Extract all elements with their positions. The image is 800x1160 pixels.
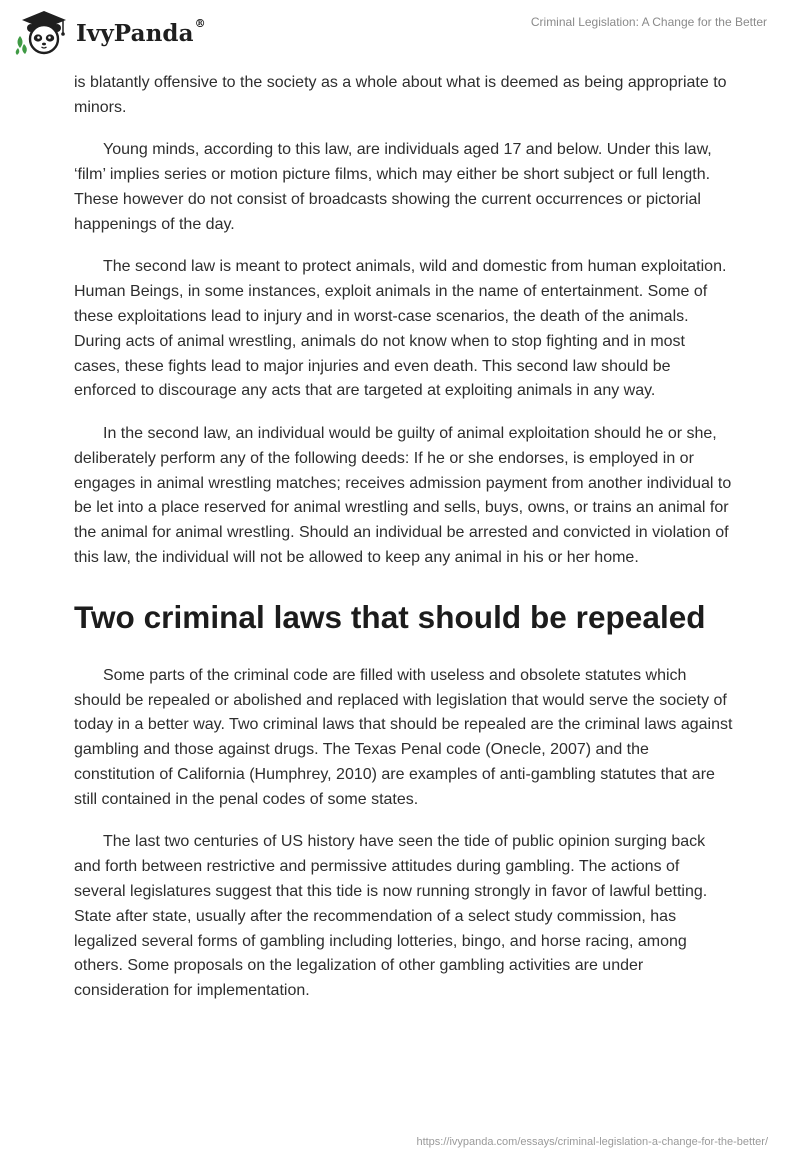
- paragraph: The second law is meant to protect animals, wild and domestic from human exploitation. Human Beings, in some instances, exploit animals in the name of entertainment. Some of these exploitations lead to injury and in worst-case scenarios, the death of the animals. During acts of animal wrestling, animals do not know when to stop fighting and in most cases, these fights lead to major injuries and even death. This second law should be enforced to discourage any acts that are targeted at exploiting animals in any way.: [74, 258, 727, 400]
- paragraph: In the second law, an individual would be guilty of animal exploitation should he or she, deliberately perform any of the following deeds: If he or she endorses, is employed in or engages in animal wrestling matches; receives admission payment from another individual to be let into a place reserved for animal wrestling and sells, buys, owns, or trains an animal for the animal for animal wrestling. Should an individual be arrested and convicted in violation of this law, the individual will not be allowed to keep any animal in his or her home.: [74, 424, 732, 566]
- registered-mark: ®: [194, 16, 206, 30]
- paragraph: Young minds, according to this law, are individuals aged 17 and below. Under this law, ‘film’ implies series or motion picture films, which may either be short subject or full length. These however do not consist of broadcasts showing the current occurrences or pictorial happenings of the day.: [74, 141, 712, 233]
- brand-name: IvyPanda®: [76, 16, 206, 47]
- source-url[interactable]: https://ivypanda.com/essays/criminal-legislation-a-change-for-the-better/: [416, 1136, 768, 1148]
- document-title: Criminal Legislation: A Change for the Better: [530, 15, 767, 29]
- essay-body: [74, 71, 734, 1022]
- section-heading: Two criminal laws that should be repealed: [74, 598, 706, 635]
- paragraph: The last two centuries of US history have seen the tide of public opinion surging back and forth between restrictive and permissive attitudes during gambling. The actions of several legislatures suggest that this tide is now running strongly in favor of lawful betting. State after state, usually after the recommendation of a select study commission, has legalized several forms of gambling including lotteries, bingo, and horse racing, among others. Some proposals on the legalization of other gambling activities are under consideration for implementation.: [74, 833, 708, 1000]
- page-header: [0, 0, 800, 70]
- paragraph: Some parts of the criminal code are filled with useless and obsolete statutes which should be repealed or abolished and replaced with legislation that would serve the society of today in a better way. Two criminal laws that should be repealed are the criminal laws against gambling and those against drugs. The Texas Penal code (Onecle, 2007) and the constitution of California (Humphrey, 2010) are examples of anti-gambling statutes that are still contained in the penal codes of some states.: [74, 666, 733, 808]
- ivypanda-logo[interactable]: [14, 8, 206, 56]
- panda-graduation-cap-icon: [14, 8, 72, 56]
- paragraph: is blatantly offensive to the society as a whole about what is deemed as being appropriate to minors.: [74, 74, 727, 116]
